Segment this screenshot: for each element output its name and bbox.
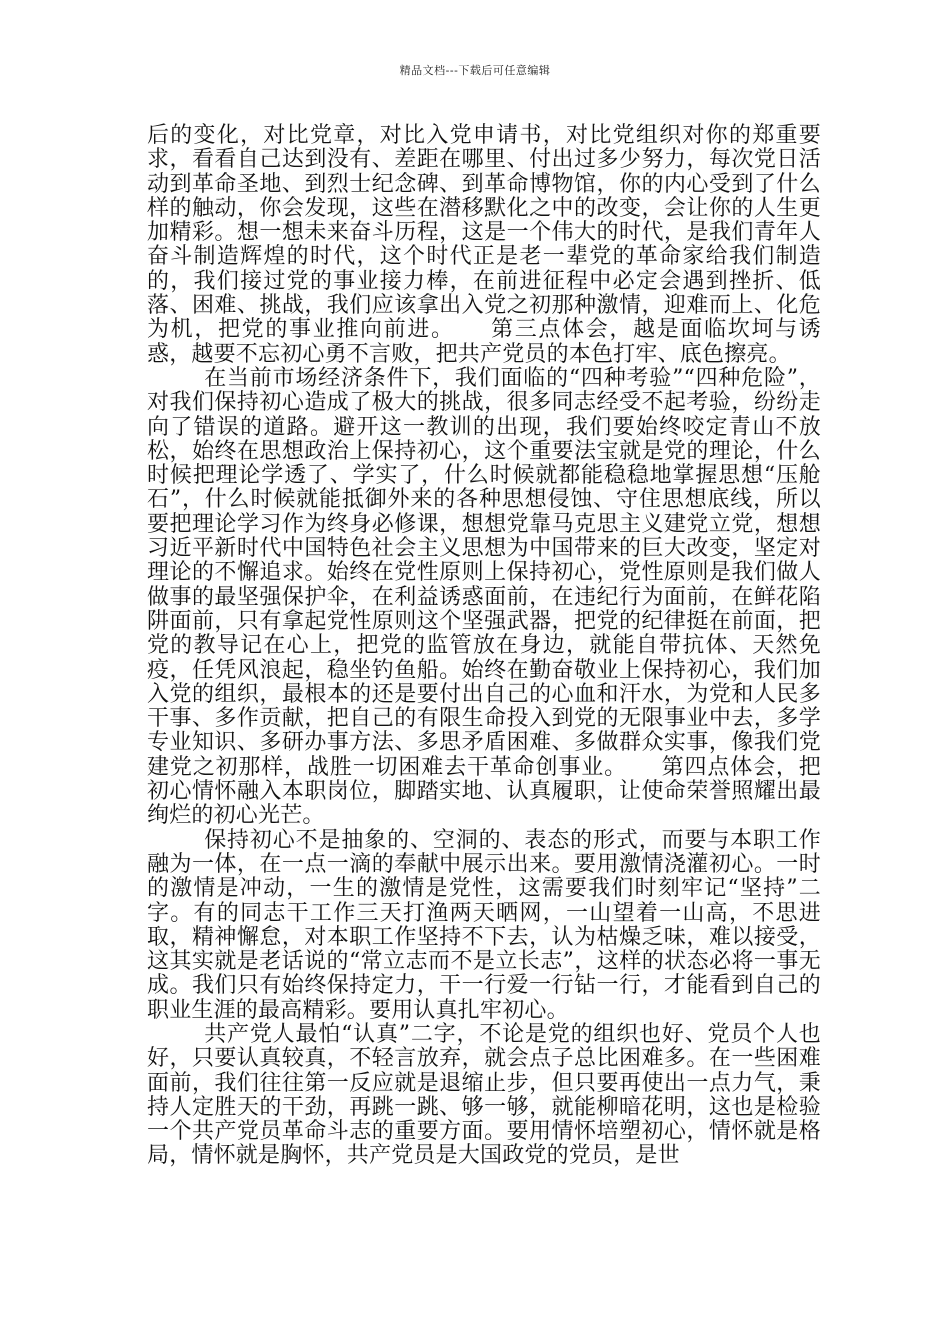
paragraph-keep-original-intention: 保持初心不是抽象的、空洞的、表态的形式，而要与本职工作融为一体，在一点一滴的奉献中展示出来。要用激情浇灌初心。一时的激情是冲动，一生的激情是党性，这需要我们时刻牢记“坚持”二字。有的同志干工作三天打渔两天晒网，一山望着一山高，不思进取，精神懈怠，对本职工作坚持不下去，认为枯燥乏味，难以接受，这其实就是老话说的“常立志而不是立长志”，这样的状态必将一事无成。我们只有始终保持定力，干一行爱一行钻一行，才能看到自己的职业生涯的最高精彩。要用认真扎牢初心。 — [147, 827, 821, 1023]
paragraph-continued: 后的变化，对比党章，对比入党申请书，对比党组织对你的郑重要求，看看自己达到没有、差距在哪里、付出过多少努力，每次党日活动到革命圣地、到烈士纪念碑、到革命博物馆，你的内心受到了什么样的触动，你会发现，这些在潜移默化之中的改变，会让你的人生更加精彩。想一想未来奋斗历程，这是一个伟大的时代，是我们青年人奋斗制造辉煌的时代，这个时代正是老一辈党的革命家给我们制造的，我们接过党的事业接力棒，在前进征程中必定会遇到挫折、低落、困难、挑战，我们应该拿出入党之初那种激情，迎难而上、化危为机，把党的事业推向前进。 第三点体会，越是面临坎坷与诱惑，越要不忘初心勇不言败，把共产党员的本色打牢、底色擦亮。 — [147, 123, 821, 367]
document-body — [147, 124, 821, 1169]
paragraph-market-economy: 在当前市场经济条件下，我们面临的“四种考验”“四种危险”，对我们保持初心造成了极大的挑战，很多同志经受不起考验，纷纷走向了错误的道路。避开这一教训的出现，我们要始终咬定青山不放松，始终在思想政治上保持初心，这个重要法宝就是党的理论，什么时候把理论学透了、学实了，什么时候就都能稳稳地掌握思想“压舱石”，什么时候就能抵御外来的各种思想侵蚀、守住思想底线，所以要把理论学习作为终身必修课，想想党靠马克思主义建党立党，想想习近平新时代中国特色社会主义思想为中国带来的巨大改变，坚定对理论的不懈追求。始终在党性原则上保持初心，党性原则是我们做人做事的最坚强保护伞，在利益诱惑面前，在违纪行为面前，在鲜花陷阱面前，只有拿起党性原则这个坚强武器，把党的纪律挺在前面，把党的教导记在心上，把党的监管放在身边，就能自带抗体、天然免疫，任凭风浪起，稳坐钓鱼船。始终在勤奋敬业上保持初心，我们加入党的组织，最根本的还是要付出自己的心血和汗水，为党和人民多干事、多作贡献，把自己的有限生命投入到党的无限事业中去，多学专业知识、多研办事方法、多思矛盾困难、多做群众实事，像我们党建党之初那样，战胜一切困难去干革命创事业。 第四点体会，把初心情怀融入本职岗位，脚踏实地、认真履职，让使命荣誉照耀出最绚烂的初心光芒。 — [147, 365, 821, 829]
page-header: 精品文档---下载后可任意编辑 — [399, 64, 551, 77]
paragraph-seriousness: 共产党人最怕“认真”二字，不论是党的组织也好、党员个人也好，只要认真较真，不轻言放弃，就会点子总比困难多。在一些困难面前，我们往往第一反应就是退缩止步，但只要再使出一点力气，秉持人定胜天的干劲，再跳一跳、够一够，就能柳暗花明，这也是检验一个共产党员革命斗志的重要方面。要用情怀培塑初心，情怀就是格局，情怀就是胸怀，共产党员是大国政党的党员，是世 — [147, 1021, 821, 1169]
